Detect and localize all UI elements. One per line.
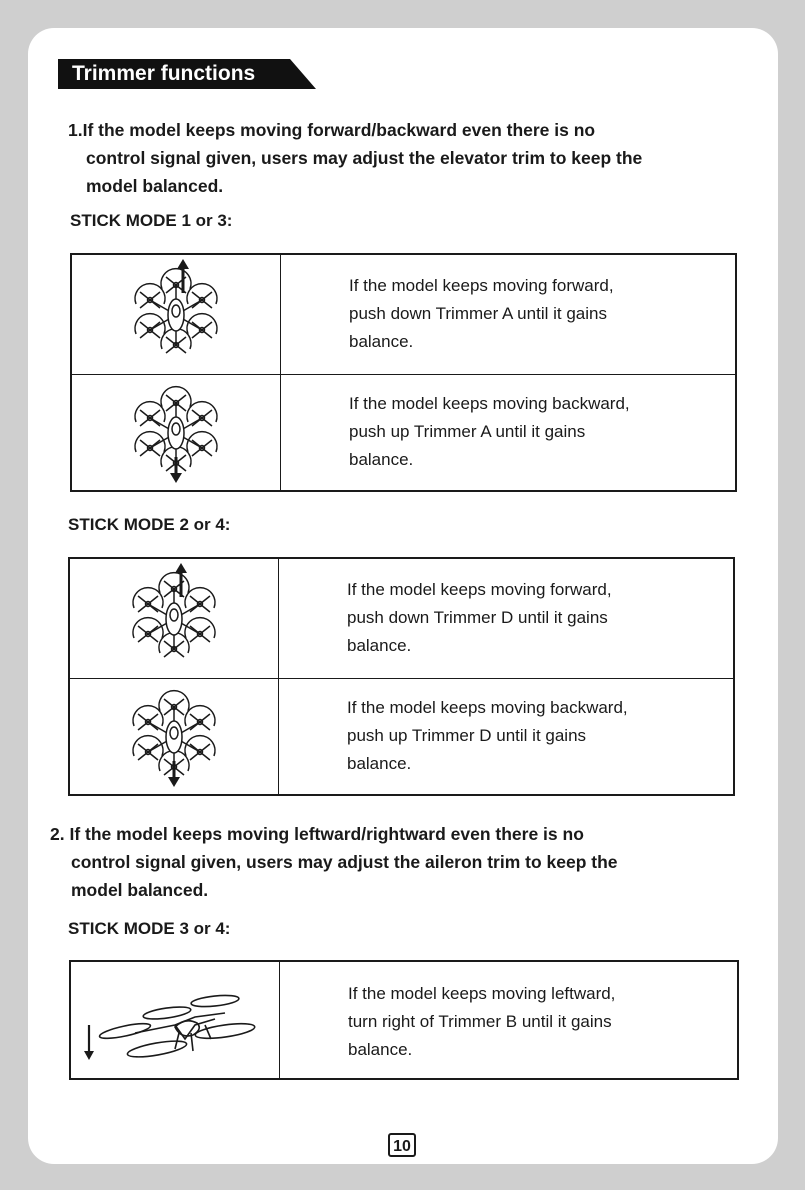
trim-table-mode-1-3	[70, 253, 737, 492]
item-1-line-1: If the model keeps moving forward/backward even there is no	[82, 120, 596, 140]
drone-cell	[71, 254, 281, 374]
instruction-line: If the model keeps moving backward,	[349, 394, 630, 413]
instruction-cell	[279, 558, 735, 678]
table-row	[69, 678, 734, 795]
instruction-line: balance.	[349, 450, 414, 469]
section-title: Trimmer functions	[72, 62, 256, 85]
drone-forward-arrow-icon	[119, 561, 229, 671]
instruction-line: balance.	[348, 1040, 413, 1059]
table-row	[69, 558, 734, 678]
item-2-paragraph	[50, 820, 618, 904]
table-row	[71, 374, 736, 491]
item-1-paragraph	[68, 116, 642, 200]
instruction-line: If the model keeps moving forward,	[349, 276, 614, 296]
drone-backward-arrow-icon	[119, 679, 229, 789]
item-2-line-3: model balanced.	[71, 880, 209, 900]
instruction-line: push down Trimmer A until it gains	[349, 304, 607, 324]
drone-backward-arrow-icon	[121, 375, 231, 485]
drone-cell	[69, 558, 279, 678]
item-2-number: 2.	[50, 824, 65, 844]
trim-table-mode-2-4	[68, 557, 735, 796]
instruction-line: If the model keeps moving leftward,	[348, 984, 616, 1003]
item-1-number: 1.	[68, 120, 83, 140]
stick-mode-3-4-label: STICK MODE 3 or 4:	[68, 919, 231, 938]
instruction-line: push up Trimmer A until it gains	[349, 422, 586, 441]
instruction-cell	[280, 961, 739, 1079]
stick-mode-2-4-label: STICK MODE 2 or 4:	[68, 515, 231, 534]
drone-cell	[70, 961, 280, 1079]
trim-table-mode-3-4	[69, 960, 739, 1080]
instruction-cell	[281, 254, 737, 374]
instruction-line: If the model keeps moving forward,	[347, 580, 612, 600]
item-2-line-2: control signal given, users may adjust the aileron trim to keep the	[71, 852, 618, 872]
page-number: 10	[388, 1133, 416, 1157]
drone-forward-arrow-icon	[121, 257, 231, 367]
drone-tilted-left-icon	[75, 973, 275, 1063]
section-banner	[58, 59, 316, 89]
instruction-line: balance.	[347, 754, 412, 773]
drone-cell	[69, 678, 279, 795]
drone-cell	[71, 374, 281, 491]
instruction-line: If the model keeps moving backward,	[347, 698, 628, 717]
instruction-line: push up Trimmer D until it gains	[347, 726, 587, 745]
instruction-line: push down Trimmer D until it gains	[347, 608, 608, 628]
item-2-line-1: If the model keeps moving leftward/rightward even there is no	[69, 824, 584, 844]
instruction-line: turn right of Trimmer B until it gains	[348, 1012, 612, 1031]
table-row	[71, 254, 736, 374]
stick-mode-1-3-label: STICK MODE 1 or 3:	[70, 211, 233, 230]
instruction-line: balance.	[349, 332, 414, 352]
table-row	[70, 961, 738, 1079]
item-1-line-2: control signal given, users may adjust the elevator trim to keep the	[86, 148, 643, 168]
instruction-cell	[281, 374, 737, 491]
instruction-cell	[279, 678, 735, 795]
instruction-line: balance.	[347, 636, 412, 656]
item-1-line-3: model balanced.	[86, 176, 224, 196]
